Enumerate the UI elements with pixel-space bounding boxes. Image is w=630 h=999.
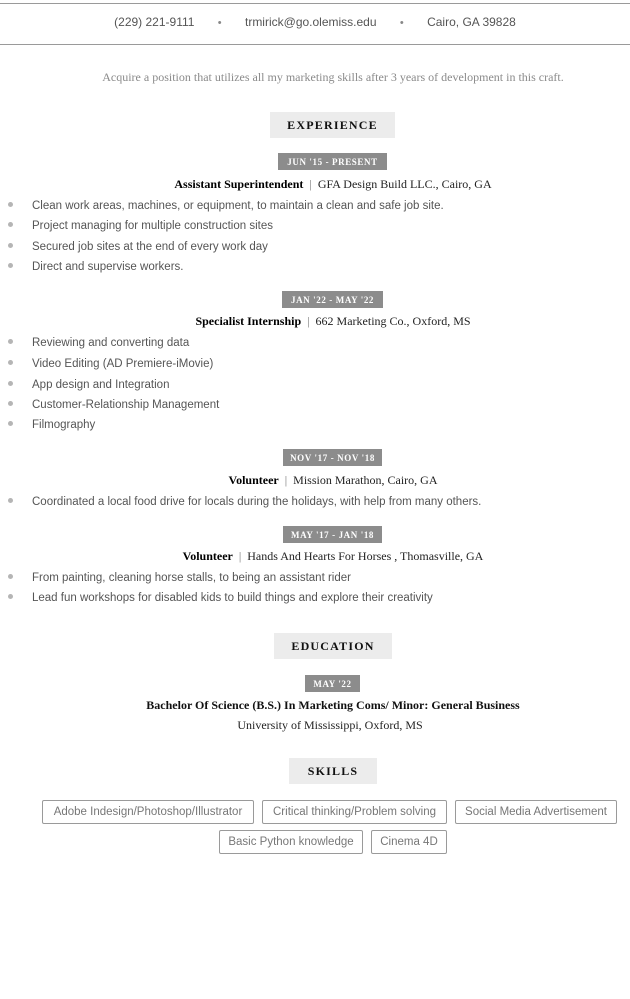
education-heading: EDUCATION (274, 633, 392, 659)
job-bullet-text: Coordinated a local food drive for locals during the holidays, with help from many others. (32, 496, 482, 508)
job-date-badge: MAY '17 - JAN '18 (283, 526, 382, 543)
skills-heading: SKILLS (289, 758, 377, 784)
skill-tag: Social Media Advertisement (455, 800, 617, 824)
contact-separator: • (217, 17, 222, 29)
skill-tag: Adobe Indesign/Photoshop/Illustrator (42, 800, 254, 824)
job-company: Mission Marathon, Cairo, GA (293, 473, 438, 487)
job-bullet (8, 419, 95, 431)
job-role: Volunteer (182, 549, 233, 563)
contact-location: Cairo, GA 39828 (427, 15, 516, 29)
job-bullet (8, 241, 268, 253)
contact-email: trmirick@go.olemiss.edu (244, 15, 377, 29)
job-bullet-text: Filmography (32, 419, 96, 431)
job-bullet (8, 592, 433, 604)
job-company: Hands And Hearts For Horses , Thomasville, GA (247, 549, 484, 563)
job-bullet-text: Reviewing and converting data (32, 337, 190, 349)
top-border (0, 3, 630, 4)
experience-heading: EXPERIENCE (270, 112, 395, 138)
job-bullet-text: Customer-Relationship Management (32, 399, 220, 411)
job-role: Specialist Internship (195, 314, 302, 328)
job-bullet-text: App design and Integration (32, 379, 170, 391)
job-bullet-text: Secured job sites at the end of every work day (32, 241, 268, 253)
job-bullet (8, 261, 183, 273)
skill-tag: Basic Python knowledge (219, 830, 363, 854)
job-title-line: Assistant Superintendent | GFA Design Build LLC., Cairo, GA (174, 177, 492, 191)
job-date-badge: NOV '17 - NOV '18 (283, 449, 382, 466)
contact-separator: • (399, 17, 404, 29)
job-bullet-text: Project managing for multiple construction sites (32, 220, 273, 232)
job-bullet-text: From painting, cleaning horse stalls, to being an assistant rider (32, 572, 351, 584)
job-role: Assistant Superintendent (174, 177, 304, 191)
job-company: 662 Marketing Co., Oxford, MS (315, 314, 471, 328)
job-bullet (8, 358, 213, 370)
education-degree: Bachelor Of Science (B.S.) In Marketing Coms/ Minor: General Business (146, 698, 520, 712)
contact-bar (0, 15, 630, 29)
job-bullet (8, 399, 219, 411)
header-divider (0, 44, 630, 45)
skill-tag: Cinema 4D (371, 830, 447, 854)
job-title-line: Volunteer | Hands And Hearts For Horses , Thomasville, GA (182, 549, 484, 563)
job-bullet (8, 496, 481, 508)
job-title-line: Specialist Internship | 662 Marketing Co., Oxford, MS (195, 314, 471, 328)
job-bullet (8, 379, 169, 391)
job-bullet-text: Video Editing (AD Premiere-iMovie) (32, 358, 214, 370)
job-bullet-text: Direct and supervise workers. (32, 261, 184, 273)
job-role: Volunteer (228, 473, 279, 487)
job-bullet (8, 337, 189, 349)
job-title-line: Volunteer | Mission Marathon, Cairo, GA (228, 473, 438, 487)
skill-tag: Critical thinking/Problem solving (262, 800, 447, 824)
job-bullet (8, 220, 273, 232)
job-bullet (8, 572, 351, 584)
job-date-badge: JUN '15 - PRESENT (278, 153, 387, 170)
contact-phone: (229) 221-9111 (114, 15, 195, 29)
education-school: University of Mississippi, Oxford, MS (237, 718, 423, 732)
job-bullet-text: Clean work areas, machines, or equipment, to maintain a clean and safe job site. (32, 200, 444, 212)
objective-statement: Acquire a position that utilizes all my marketing skills after 3 years of development in this craft. (102, 70, 564, 84)
education-date-badge: MAY '22 (305, 675, 360, 692)
job-bullet (8, 200, 444, 212)
job-date-badge: JAN '22 - MAY '22 (282, 291, 383, 308)
job-bullet-text: Lead fun workshops for disabled kids to build things and explore their creativity (32, 592, 433, 604)
job-company: GFA Design Build LLC., Cairo, GA (317, 177, 492, 191)
